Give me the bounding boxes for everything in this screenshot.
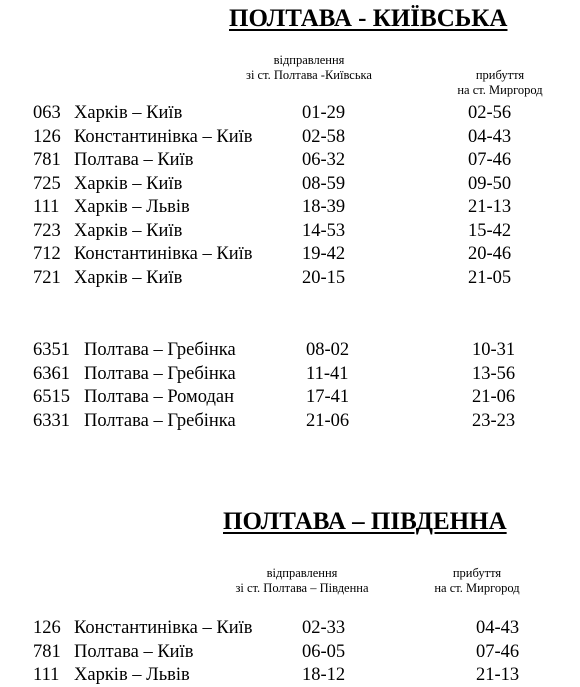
section-title-poltava-pivdenna: ПОЛТАВА – ПІВДЕННА [223, 508, 507, 535]
table-row [0, 196, 580, 219]
departure-time: 18-12 [302, 665, 346, 685]
table-row [0, 410, 580, 433]
train-route: Харків – Київ [74, 220, 183, 241]
train-number: 6351 [33, 340, 70, 360]
departure-time: 20-15 [302, 267, 346, 288]
train-route: Константинівка – Київ [74, 618, 253, 638]
table-row [0, 267, 580, 290]
arrival-header-2-line2: на ст. Миргород [434, 581, 520, 595]
train-route: Константинівка – Київ [74, 126, 253, 147]
arrival-header-line1: прибуття [475, 68, 525, 82]
train-number: 111 [33, 197, 60, 217]
arrival-time: 13-56 [472, 363, 516, 384]
departure-time: 01-29 [302, 103, 346, 123]
table-row [0, 617, 580, 640]
train-number: 712 [33, 244, 61, 264]
table-row [0, 664, 580, 687]
departure-time: 14-53 [302, 220, 346, 241]
departure-time: 06-32 [302, 150, 346, 170]
arrival-time: 21-13 [476, 665, 520, 685]
departure-time: 06-05 [302, 641, 346, 662]
arrival-time: 21-05 [468, 267, 512, 288]
train-route: Харків – Київ [74, 173, 183, 194]
arrival-time: 23-23 [472, 410, 516, 431]
train-route: Полтава – Гребінка [84, 340, 236, 360]
departure-time: 02-33 [302, 618, 346, 638]
table-row [0, 173, 580, 196]
departure-header-2 [222, 566, 382, 596]
departure-header [235, 53, 383, 83]
train-number: 781 [33, 641, 61, 662]
arrival-time: 07-46 [476, 641, 520, 662]
train-route: Константинівка – Київ [74, 244, 253, 264]
departure-header-2-line1: відправлення [266, 566, 338, 580]
train-number: 725 [33, 173, 61, 194]
arrival-time: 09-50 [468, 173, 512, 194]
table-row [0, 386, 580, 409]
departure-time: 19-42 [302, 244, 346, 264]
departure-header-line2: зі ст. Полтава -Київська [246, 68, 372, 82]
departure-time: 08-02 [306, 340, 350, 360]
train-number: 6331 [33, 410, 70, 431]
train-number: 063 [33, 103, 61, 123]
train-number: 126 [33, 126, 61, 147]
table-row [0, 149, 580, 172]
train-route: Харків – Київ [74, 267, 183, 288]
arrival-time: 04-43 [468, 126, 512, 147]
train-number: 6515 [33, 387, 70, 407]
table-row [0, 126, 580, 149]
train-number: 781 [33, 150, 61, 170]
arrival-header-2 [424, 566, 530, 596]
train-route: Харків – Львів [74, 197, 190, 217]
train-number: 126 [33, 618, 61, 638]
arrival-header [444, 68, 556, 98]
table-row [0, 339, 580, 362]
arrival-time: 20-46 [468, 244, 512, 264]
train-route: Харків – Київ [74, 103, 183, 123]
arrival-time: 21-06 [472, 387, 516, 407]
departure-time: 02-58 [302, 126, 346, 147]
arrival-time: 07-46 [468, 150, 512, 170]
departure-header-2-line2: зі ст. Полтава – Південна [235, 581, 369, 595]
departure-header-line1: відправлення [273, 53, 345, 67]
arrival-time: 21-13 [468, 197, 512, 217]
arrival-header-line2: на ст. Миргород [457, 83, 543, 97]
train-number: 723 [33, 220, 61, 241]
section-title-poltava-kyivska: ПОЛТАВА - КИЇВСЬКА [229, 5, 508, 32]
arrival-time: 15-42 [468, 220, 512, 241]
table-row [0, 641, 580, 664]
train-number: 721 [33, 267, 61, 288]
train-route: Полтава – Київ [74, 641, 194, 662]
train-route: Полтава – Гребінка [84, 410, 236, 431]
arrival-time: 10-31 [472, 340, 516, 360]
train-number: 111 [33, 665, 60, 685]
departure-time: 21-06 [306, 410, 350, 431]
departure-time: 18-39 [302, 197, 346, 217]
train-route: Полтава – Київ [74, 150, 194, 170]
arrival-time: 04-43 [476, 618, 520, 638]
train-route: Полтава – Гребінка [84, 363, 236, 384]
table-row [0, 220, 580, 243]
departure-time: 17-41 [306, 387, 350, 407]
departure-time: 08-59 [302, 173, 346, 194]
arrival-header-2-line1: прибуття [452, 566, 502, 580]
table-row [0, 243, 580, 266]
arrival-time: 02-56 [468, 103, 512, 123]
departure-time: 11-41 [306, 363, 349, 384]
train-route: Полтава – Ромодан [84, 387, 234, 407]
train-number: 6361 [33, 363, 70, 384]
table-row [0, 363, 580, 386]
train-route: Харків – Львів [74, 665, 190, 685]
table-row [0, 102, 580, 125]
